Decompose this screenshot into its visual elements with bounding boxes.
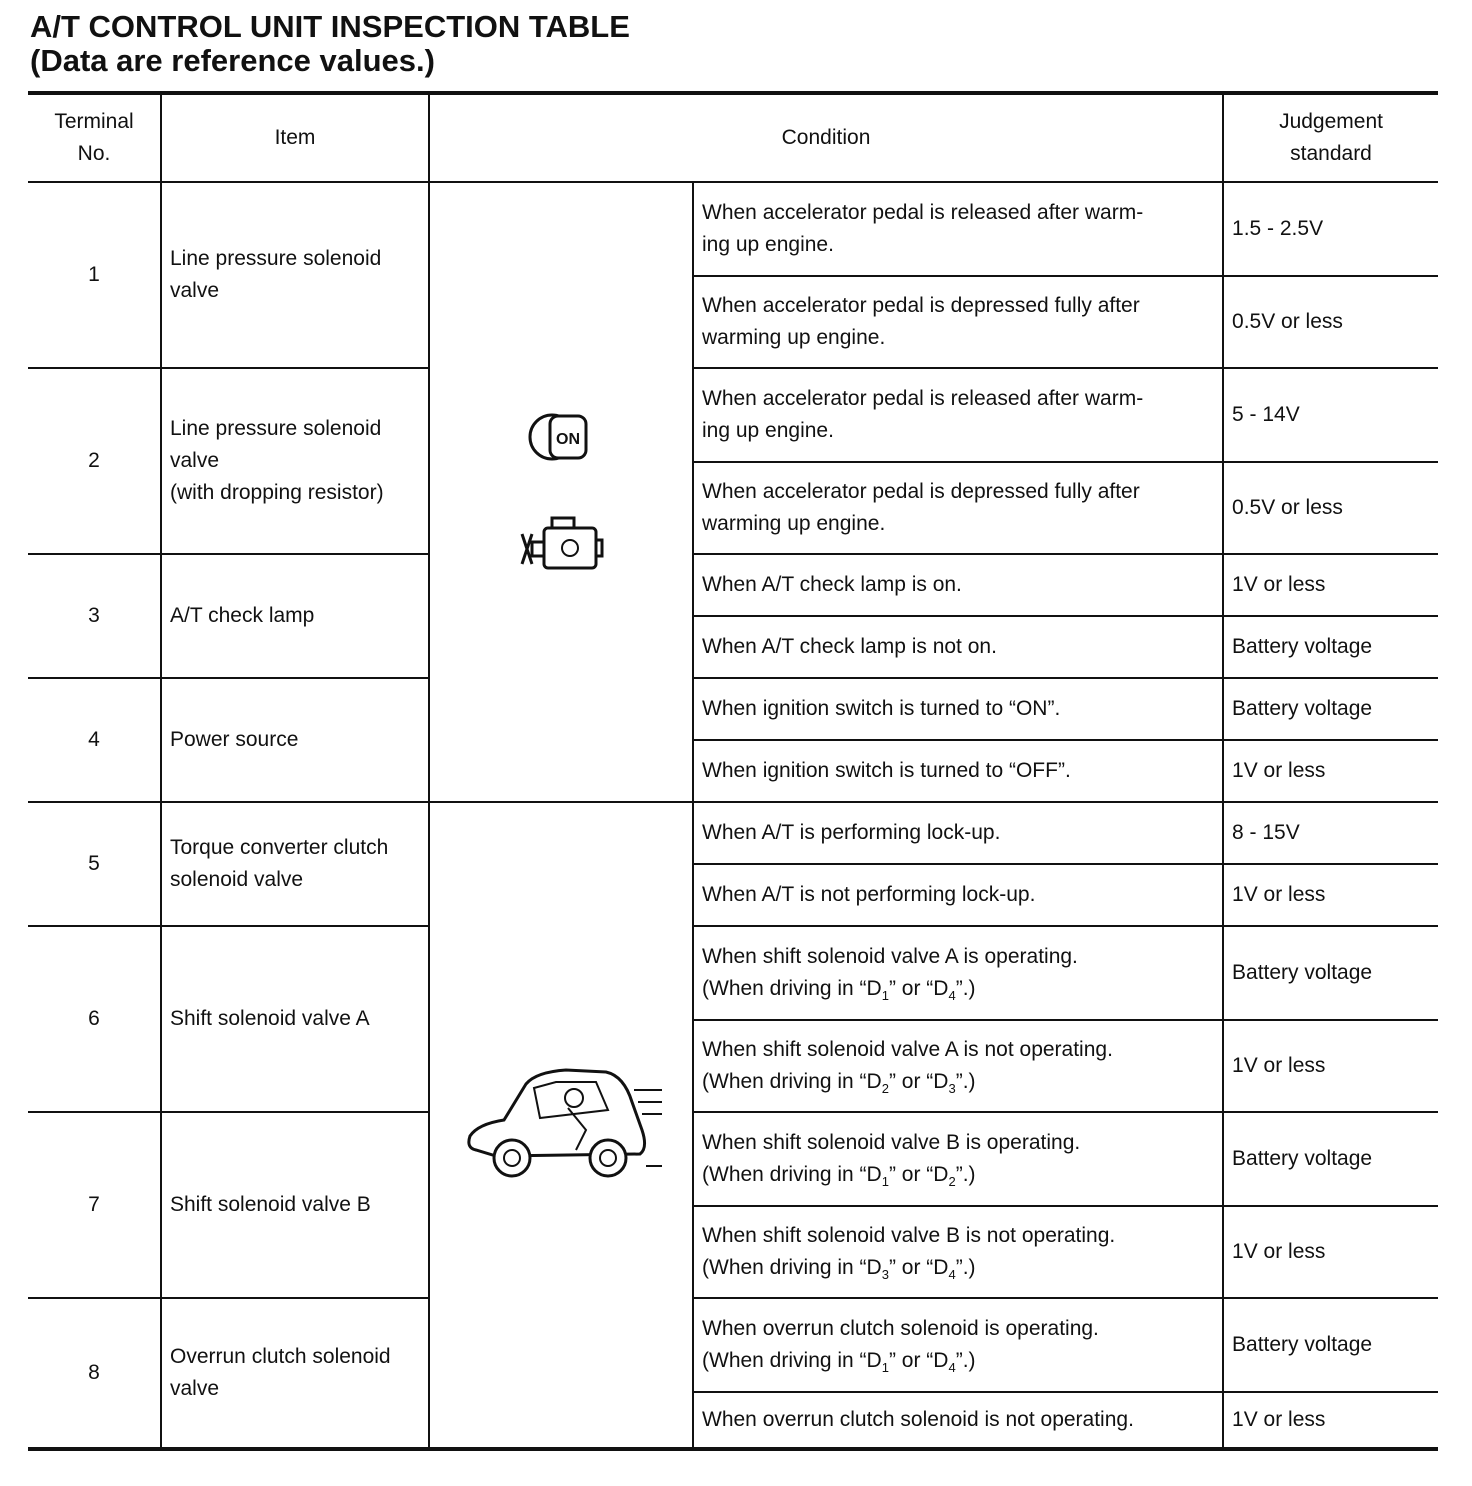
judgement-value: 1V or less — [1232, 1408, 1326, 1431]
header-judgement: Judgement standard — [1223, 93, 1438, 182]
item-name: Shift solenoid valve A — [161, 926, 429, 1112]
terminal-number: 5 — [28, 802, 161, 926]
ignition-key-on-icon — [526, 402, 596, 472]
condition-range: (When driving in “$D_1$” or “$D_4$”.) — [702, 1349, 976, 1376]
terminal-number: 6 — [28, 926, 161, 1112]
table-row — [28, 1298, 1438, 1392]
table-row — [28, 368, 1438, 462]
item-name: Torque converter clutch solenoid valve — [161, 802, 429, 926]
item-name: A/T check lamp — [161, 554, 429, 678]
header-condition: Condition — [429, 93, 1223, 182]
condition-line: When shift solenoid valve B is not operating. — [702, 1224, 1116, 1247]
judgement-value: Battery voltage — [1223, 1298, 1438, 1392]
condition-line: When shift solenoid valve B is operating. — [702, 1131, 1081, 1154]
condition-line: When overrun clutch solenoid is operating. — [702, 1317, 1099, 1340]
judgement-value: 0.5V or less — [1223, 462, 1438, 554]
table-row — [28, 802, 1438, 864]
terminal-number: 8 — [28, 1298, 161, 1449]
item-name: Line pressure solenoid valve (with dropping resistor) — [161, 368, 429, 554]
terminal-number: 2 — [28, 368, 161, 554]
condition-range: (When driving in “$D_1$” or “$D_2$”.) — [702, 1163, 976, 1190]
item-name: Overrun clutch solenoid valve — [161, 1298, 429, 1449]
condition-text: When A/T is performing lock-up. — [693, 802, 1223, 864]
terminal-number: 7 — [28, 1112, 161, 1298]
judgement-value: Battery voltage — [1223, 616, 1438, 678]
item-name: Shift solenoid valve B — [161, 1112, 429, 1298]
title-line-2: (Data are reference values.) — [30, 43, 435, 78]
header-terminal: Terminal No. — [28, 93, 161, 182]
condition-line: When shift solenoid valve A is operating. — [702, 945, 1078, 968]
engine-running-icon — [516, 512, 606, 582]
judgement-value: 1.5 - 2.5V — [1223, 182, 1438, 276]
title-line-1: A/T CONTROL UNIT INSPECTION TABLE — [30, 9, 630, 44]
condition-text — [693, 1112, 1223, 1206]
table-row — [28, 1112, 1438, 1206]
terminal-number: 4 — [28, 678, 161, 802]
judgement-value: 1V or less — [1223, 740, 1438, 802]
condition-text: When A/T is not performing lock-up. — [693, 864, 1223, 926]
car-driving-icon — [456, 1050, 666, 1190]
condition-text: When accelerator pedal is depressed fully after warming up engine. — [693, 276, 1223, 368]
judgement-value: 1V or less — [1223, 864, 1438, 926]
judgement-value: Battery voltage — [1223, 926, 1438, 1020]
table-row — [28, 926, 1438, 1020]
judgement-value: 0.5V or less — [1223, 276, 1438, 368]
judgement-value: 1V or less — [1223, 554, 1438, 616]
condition-text — [693, 1020, 1223, 1112]
condition-text: When A/T check lamp is not on. — [693, 616, 1223, 678]
judgement-value: 1V or less — [1223, 1206, 1438, 1298]
condition-icons-driving — [429, 802, 693, 1449]
condition-text: When A/T check lamp is on. — [693, 554, 1223, 616]
judgement-value: Battery voltage — [1223, 1112, 1438, 1206]
judgement-value: 5 - 14V — [1223, 368, 1438, 462]
condition-text: When ignition switch is turned to “ON”. — [693, 678, 1223, 740]
condition-text — [693, 926, 1223, 1020]
condition-text: When overrun clutch solenoid is not operating. — [693, 1392, 1223, 1449]
inspection-table — [28, 91, 1438, 1451]
item-name: Line pressure solenoid valve — [161, 182, 429, 368]
table-body — [28, 182, 1438, 1449]
judgement-value: Battery voltage — [1223, 678, 1438, 740]
key-on-label: ON — [556, 431, 580, 448]
terminal-number: 1 — [28, 182, 161, 368]
judgement-value: 1V or less — [1223, 1020, 1438, 1112]
condition-line: When shift solenoid valve A is not operating. — [702, 1038, 1113, 1061]
condition-text: When accelerator pedal is released after warm- ing up engine. — [693, 368, 1223, 462]
condition-range: (When driving in “$D_1$” or “$D_4$”.) — [702, 977, 976, 1004]
page-title — [30, 10, 630, 78]
condition-range: (When driving in “$D_3$” or “$D_4$”.) — [702, 1256, 976, 1283]
condition-text: When accelerator pedal is released after warm- ing up engine. — [693, 182, 1223, 276]
judgement-value: 8 - 15V — [1223, 802, 1438, 864]
condition-text: When ignition switch is turned to “OFF”. — [693, 740, 1223, 802]
table-row — [28, 182, 1438, 276]
condition-range: (When driving in “$D_2$” or “$D_3$”.) — [702, 1070, 976, 1097]
condition-icons-engine — [429, 182, 693, 802]
condition-text — [693, 1298, 1223, 1392]
terminal-number: 3 — [28, 554, 161, 678]
condition-text: When accelerator pedal is depressed fully after warming up engine. — [693, 462, 1223, 554]
item-name: Power source — [161, 678, 429, 802]
table-row — [28, 554, 1438, 616]
table-header-row — [28, 93, 1438, 182]
table-row — [28, 678, 1438, 740]
condition-text — [693, 1206, 1223, 1298]
header-item: Item — [161, 93, 429, 182]
